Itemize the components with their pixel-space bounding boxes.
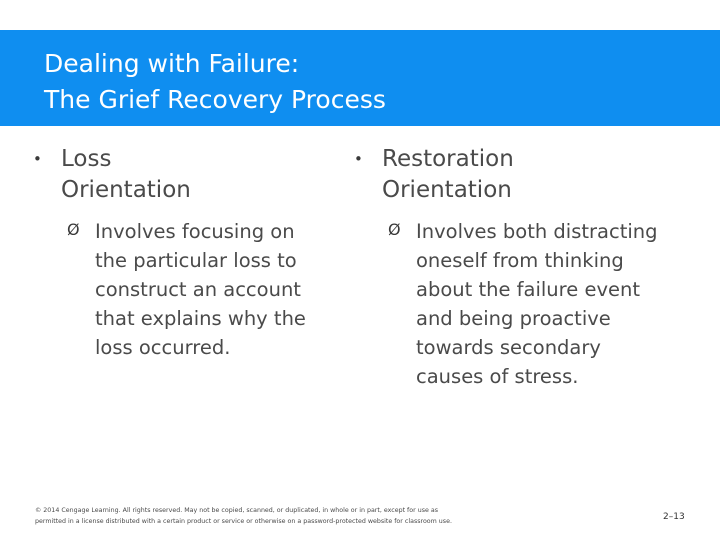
- sub-bullet-loss-detail: [33, 217, 306, 362]
- detail-line: construct an account: [95, 278, 301, 301]
- sub-bullet-text: [416, 217, 658, 391]
- arrow-bullet-icon: Ø: [67, 220, 80, 239]
- slide-title-line-1: Dealing with Failure:: [44, 49, 300, 78]
- left-column: [33, 144, 306, 362]
- detail-line: the particular loss to: [95, 249, 297, 272]
- page-number: 2–13: [663, 512, 685, 522]
- arrow-bullet-icon: Ø: [388, 220, 401, 239]
- bullet-loss-orientation: [33, 144, 306, 206]
- sub-bullet-restoration-detail: [354, 217, 658, 391]
- detail-line: loss occurred.: [95, 336, 231, 359]
- detail-line: about the failure event: [416, 278, 640, 301]
- heading-line: Orientation: [382, 177, 512, 203]
- detail-line: Involves focusing on: [95, 220, 295, 243]
- slide-title-line-2: The Grief Recovery Process: [44, 85, 386, 114]
- copyright-footer: [35, 505, 575, 527]
- heading-line: Loss: [61, 146, 112, 172]
- detail-line: oneself from thinking: [416, 249, 624, 272]
- detail-line: Involves both distracting: [416, 220, 658, 243]
- detail-line: that explains why the: [95, 307, 306, 330]
- heading-line: Orientation: [61, 177, 191, 203]
- detail-line: and being proactive: [416, 307, 611, 330]
- sub-bullet-text: [95, 217, 306, 362]
- copyright-line: permitted in a license distributed with a certain product or service or otherwise on a password-protected website for classroom use.: [35, 518, 452, 525]
- slide-title-bar: [0, 30, 720, 126]
- detail-line: causes of stress.: [416, 365, 579, 388]
- right-column: [354, 144, 658, 391]
- detail-line: towards secondary: [416, 336, 601, 359]
- heading-line: Restoration: [382, 146, 514, 172]
- bullet-dot-icon: •: [354, 150, 363, 168]
- copyright-line: © 2014 Cengage Learning. All rights reserved. May not be copied, scanned, or duplicated, in whole or in part, except for use as: [35, 507, 438, 514]
- bullet-heading: [61, 144, 306, 206]
- bullet-dot-icon: •: [33, 150, 42, 168]
- bullet-restoration-orientation: [354, 144, 658, 206]
- bullet-heading: [382, 144, 658, 206]
